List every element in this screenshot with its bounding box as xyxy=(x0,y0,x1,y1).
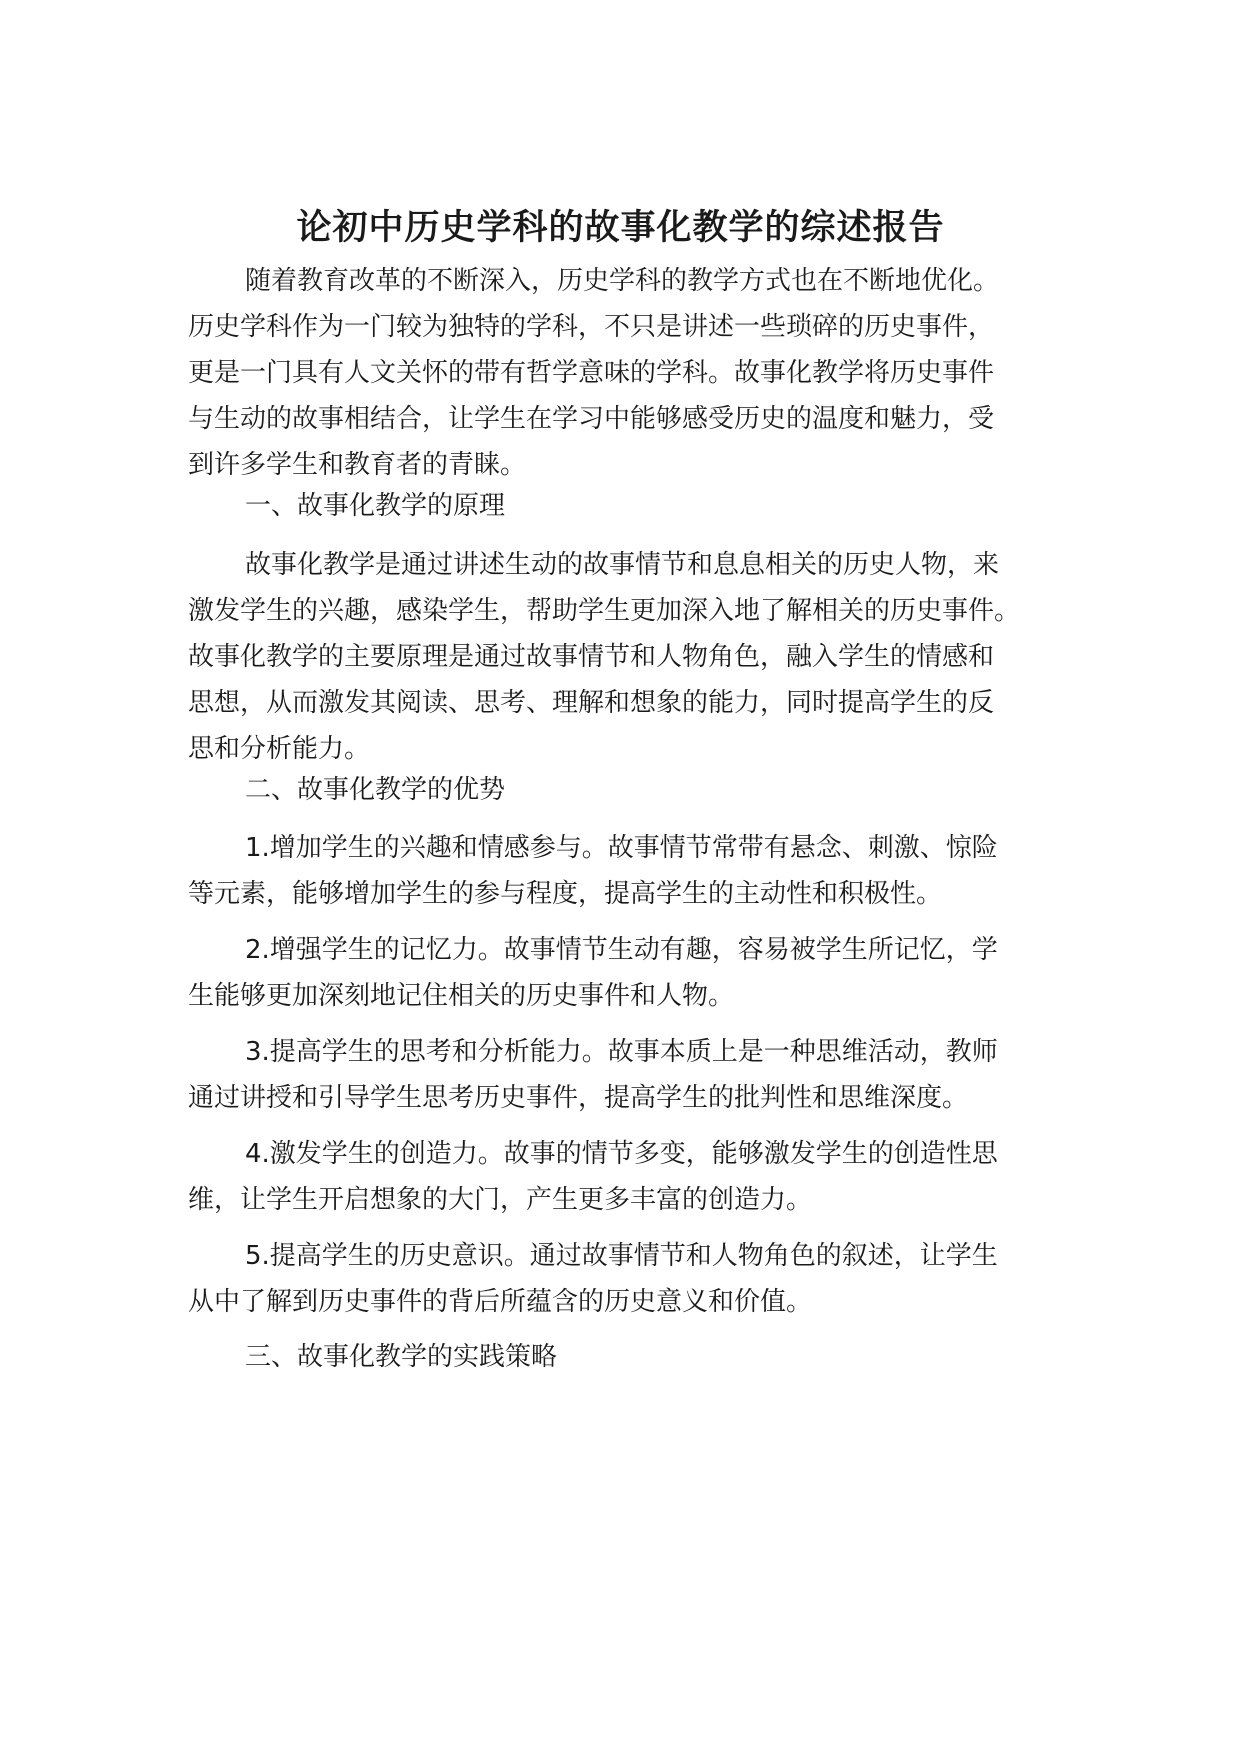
intro-line: 随着教育改革的不断深入，历史学科的教学方式也在不断地优化。 xyxy=(245,266,1000,296)
advantage-item xyxy=(188,825,1038,917)
document-title: 论初中历史学科的故事化教学的综述报告 xyxy=(296,208,945,249)
paragraph-line: 等元素，能够增加学生的参与程度，提高学生的主动性和积极性。 xyxy=(188,879,943,909)
paragraph-line: 生能够更加深刻地记住相关的历史事件和人物。 xyxy=(188,981,735,1011)
section1-paragraph xyxy=(188,542,1038,772)
advantage-item xyxy=(188,1029,1038,1121)
intro-line: 历史学科作为一门较为独特的学科，不只是讲述一些琐碎的历史事件， xyxy=(188,312,995,342)
paragraph-line: 思想，从而激发其阅读、思考、理解和想象的能力，同时提高学生的反 xyxy=(188,688,995,718)
section-heading: 三、故事化教学的实践策略 xyxy=(245,1342,558,1372)
paragraph-line: 1.增加学生的兴趣和情感参与。故事情节常带有悬念、刺激、惊险 xyxy=(245,833,998,863)
paragraph-line: 4.激发学生的创造力。故事的情节多变，能够激发学生的创造性思 xyxy=(245,1139,998,1169)
intro-line: 更是一门具有人文关怀的带有哲学意味的学科。故事化教学将历史事件 xyxy=(188,358,995,388)
section-heading: 二、故事化教学的优势 xyxy=(245,775,506,805)
advantage-item xyxy=(188,1233,1038,1325)
intro-paragraph xyxy=(188,258,1038,488)
paragraph-line: 激发学生的兴趣，感染学生，帮助学生更加深入地了解相关的历史事件。 xyxy=(188,596,1021,626)
paragraph-line: 故事化教学的主要原理是通过故事情节和人物角色，融入学生的情感和 xyxy=(188,642,995,672)
intro-line: 到许多学生和教育者的青睐。 xyxy=(188,450,527,480)
paragraph-line: 3.提高学生的思考和分析能力。故事本质上是一种思维活动，教师 xyxy=(245,1037,998,1067)
paragraph-line: 2.增强学生的记忆力。故事情节生动有趣，容易被学生所记忆，学 xyxy=(245,935,998,965)
section-heading: 一、故事化教学的原理 xyxy=(245,491,506,521)
paragraph-line: 通过讲授和引导学生思考历史事件，提高学生的批判性和思维深度。 xyxy=(188,1083,969,1113)
paragraph-line: 维，让学生开启想象的大门，产生更多丰富的创造力。 xyxy=(188,1185,813,1215)
intro-line: 与生动的故事相结合，让学生在学习中能够感受历史的温度和魅力，受 xyxy=(188,404,995,434)
paragraph-line: 思和分析能力。 xyxy=(188,734,371,764)
advantage-item xyxy=(188,1131,1038,1223)
paragraph-line: 从中了解到历史事件的背后所蕴含的历史意义和价值。 xyxy=(188,1287,813,1317)
advantage-item xyxy=(188,927,1038,1019)
paragraph-line: 故事化教学是通过讲述生动的故事情节和息息相关的历史人物，来 xyxy=(245,550,1000,580)
paragraph-line: 5.提高学生的历史意识。通过故事情节和人物角色的叙述，让学生 xyxy=(245,1241,998,1271)
